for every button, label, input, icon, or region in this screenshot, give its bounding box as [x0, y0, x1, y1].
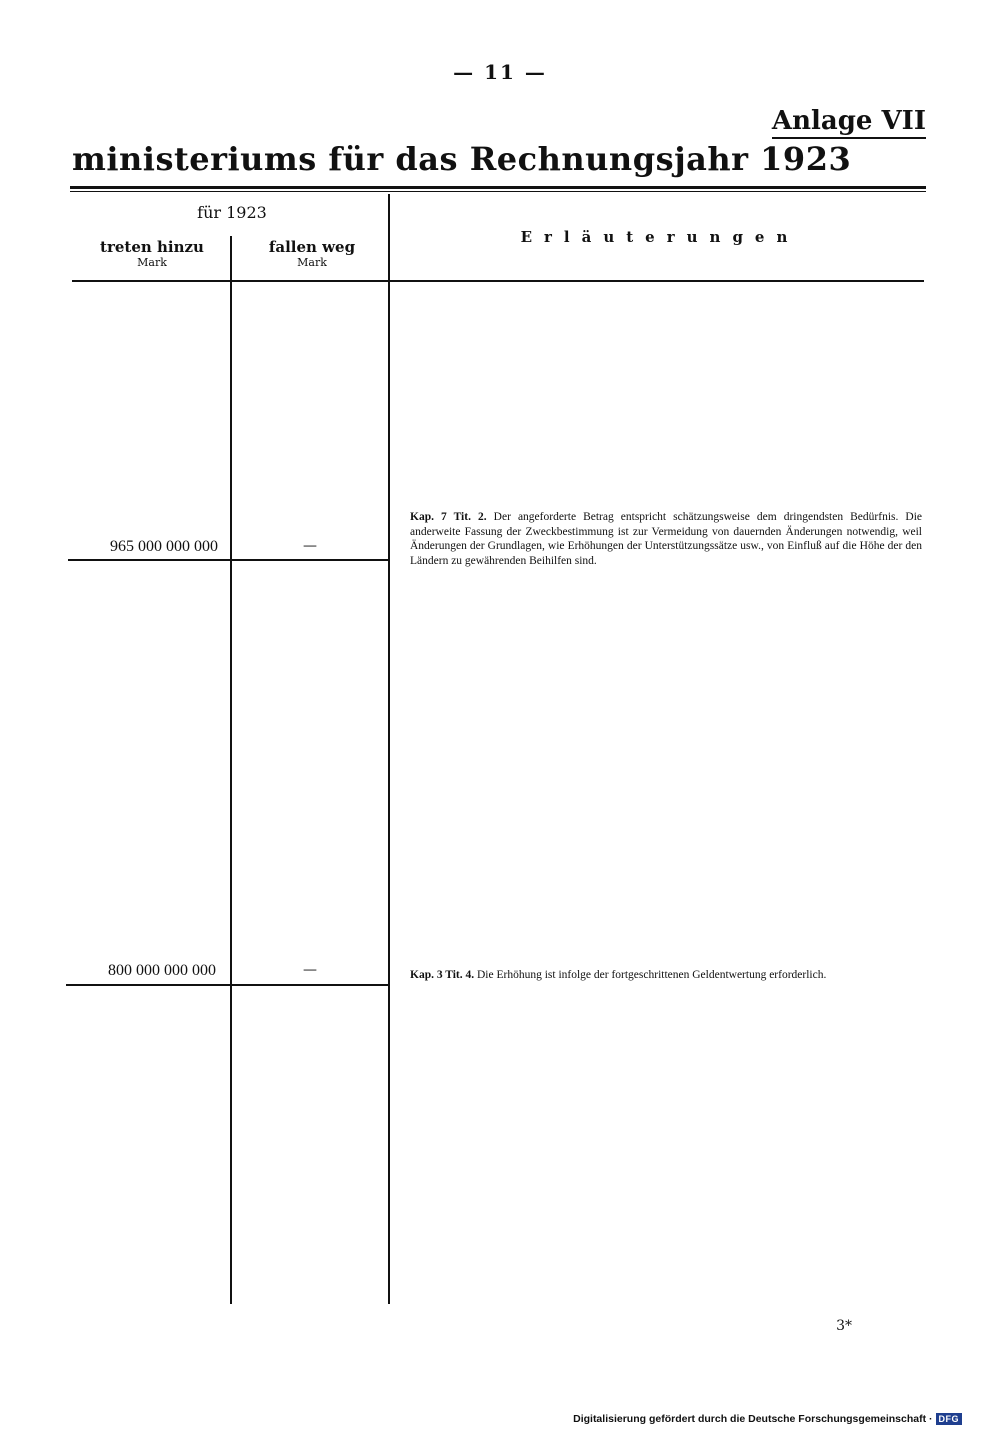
column-header-added	[72, 238, 232, 269]
footnote-marker: 3*	[836, 1318, 852, 1334]
amount-added-row-1: 965 000 000 000	[110, 538, 218, 555]
amount-removed-row-2: —	[303, 962, 317, 978]
title-rule-bottom	[70, 191, 926, 192]
column-label-added: treten hinzu	[100, 238, 204, 256]
column-header-removed	[232, 238, 392, 269]
note-ref-row-2: Kap. 3 Tit. 4.	[410, 969, 475, 981]
credit-text: Digitalisierung gefördert durch die Deutsche Forschungsgemeinschaft ·	[573, 1413, 933, 1425]
note-row-1	[410, 510, 922, 568]
column-unit-added: Mark	[137, 256, 167, 269]
column-divider-1	[230, 236, 232, 1304]
row-2-rule	[66, 984, 388, 986]
year-header: für 1923	[197, 203, 267, 222]
annex-label: Anlage VII	[772, 106, 926, 139]
dfg-logo: DFG	[936, 1413, 963, 1425]
digitization-credit	[573, 1413, 962, 1425]
note-text-row-1: Der angeforderte Betrag entspricht schätzungsweise dem dringendsten Bedürfnis. Die anderweite Fassung der Zweckbestimmung ist zur Vermeidung von dauernden Änderungen notwendig, weil Änderungen der Grundlagen, wie Erhöhungen der Unterstützungssätze usw., von Einfluß auf die Höhe der den Ländern zu gewährenden Beihilfen sind.	[410, 511, 923, 567]
note-row-2	[410, 968, 922, 983]
year-header-rule	[72, 234, 392, 235]
page-number: — 11 —	[453, 60, 547, 84]
column-unit-removed: Mark	[297, 256, 327, 269]
note-ref-row-1: Kap. 7 Tit. 2.	[410, 511, 487, 523]
amount-removed-row-1: —	[303, 538, 317, 554]
column-label-removed: fallen weg	[268, 238, 356, 256]
row-1-rule	[68, 559, 390, 561]
column-divider-2	[388, 194, 390, 1304]
page-title: ministeriums für das Rechnungsjahr 1923	[72, 140, 852, 178]
explanations-header: Erläuterungen	[520, 228, 800, 246]
amount-added-row-2: 800 000 000 000	[108, 962, 216, 979]
title-rule-top	[70, 186, 926, 189]
header-rule	[72, 280, 924, 282]
note-text-row-2: Die Erhöhung ist infolge der fortgeschrittenen Geldentwertung erforderlich.	[477, 969, 827, 981]
